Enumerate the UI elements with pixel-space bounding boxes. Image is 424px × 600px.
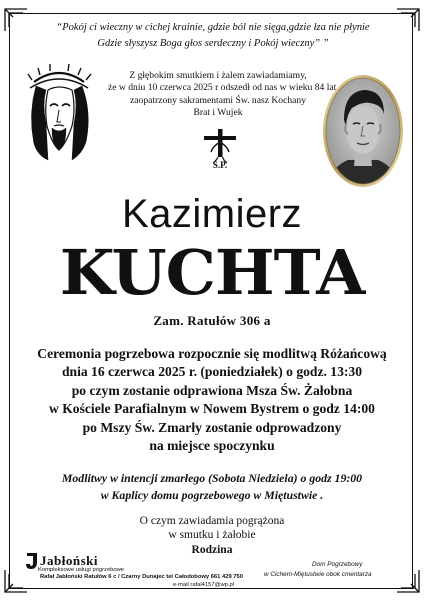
funeral-home-logo-name: Jabłoński <box>40 553 98 568</box>
corner-ornament-bottom-left <box>3 568 29 594</box>
ceremony-line-5: po Mszy Św. Zmarły zostanie odprowadzony <box>82 419 342 435</box>
notice-line-1: O czym zawiadamia pogrążona <box>139 515 285 527</box>
ceremony-line-6: na miejsce spoczynku <box>149 438 275 453</box>
prayer-line-1: Modlitwy w intencji zmarłego (Sobota Niedziela) o godz 19:00 <box>61 471 363 485</box>
funeral-home-right-title: Dom Pogrzebowy <box>312 561 363 568</box>
ceremony-line-2: dnia 16 czerwca 2025 r. (poniedziałek) o godz. 13:30 <box>61 364 363 380</box>
deceased-portrait-photo <box>322 74 404 188</box>
deceased-first-name: Kazimierz <box>121 192 303 236</box>
notice-line-2: w smutku i żałobie <box>168 529 256 542</box>
ceremony-line-3: po czym zostanie odprawiona Msza Św. Żałobna <box>71 382 353 398</box>
intro-line-4: Brat i Wujek <box>193 107 243 119</box>
quote-line-1: “Pokój ci wieczny w cichej krainie, gdzie ból nie sięga,gdzie łza nie płynie <box>56 22 370 33</box>
prayer-line-2: w Kaplicy domu pogrzebowego w Miętustwie . <box>100 488 324 503</box>
ceremony-line-4: w Kościele Parafialnym w Nowem Bystrem o godz 14:00 <box>49 401 375 417</box>
ceremony-line-1: Ceremonia pogrzebowa rozpocznie się modlitwą Różańcową <box>37 346 387 361</box>
deceased-address: Zam. Ratułów 306 a <box>153 313 271 328</box>
cross-caption: Ś.P. <box>212 160 228 170</box>
notice-family: Rodzina <box>191 543 233 556</box>
intro-line-1: Z głębokim smutkiem i żalem zawiadamiamy, <box>129 70 307 81</box>
deceased-surname: KUCHTA <box>59 236 365 309</box>
funeral-home-right-location: w Cichem-Miętustwie obok cmentarza <box>264 571 372 578</box>
intro-line-3: zaopatrzony sakramentami Św. nasz Kochany <box>130 94 306 106</box>
quote-line-2: Gdzie słyszysz Boga głos serdeczny i Pokój wieczny” ” <box>97 38 329 49</box>
intro-line-2: że w dniu 10 czerwca 2025 r odszedł od nas w wieku 84 lat <box>108 82 337 94</box>
funeral-home-address: Rafał Jabłoński Ratułów 6 c / Czarny Dunajec tel Całodobowy 661 429 750 <box>40 574 243 580</box>
funeral-home-email: e-mail rafal4157@wp.pl <box>173 582 234 588</box>
corner-ornament-bottom-right <box>395 568 421 594</box>
funeral-home-tagline: Kompleksowe usługi pogrzebowe <box>38 567 125 573</box>
christ-head-image <box>20 64 98 162</box>
